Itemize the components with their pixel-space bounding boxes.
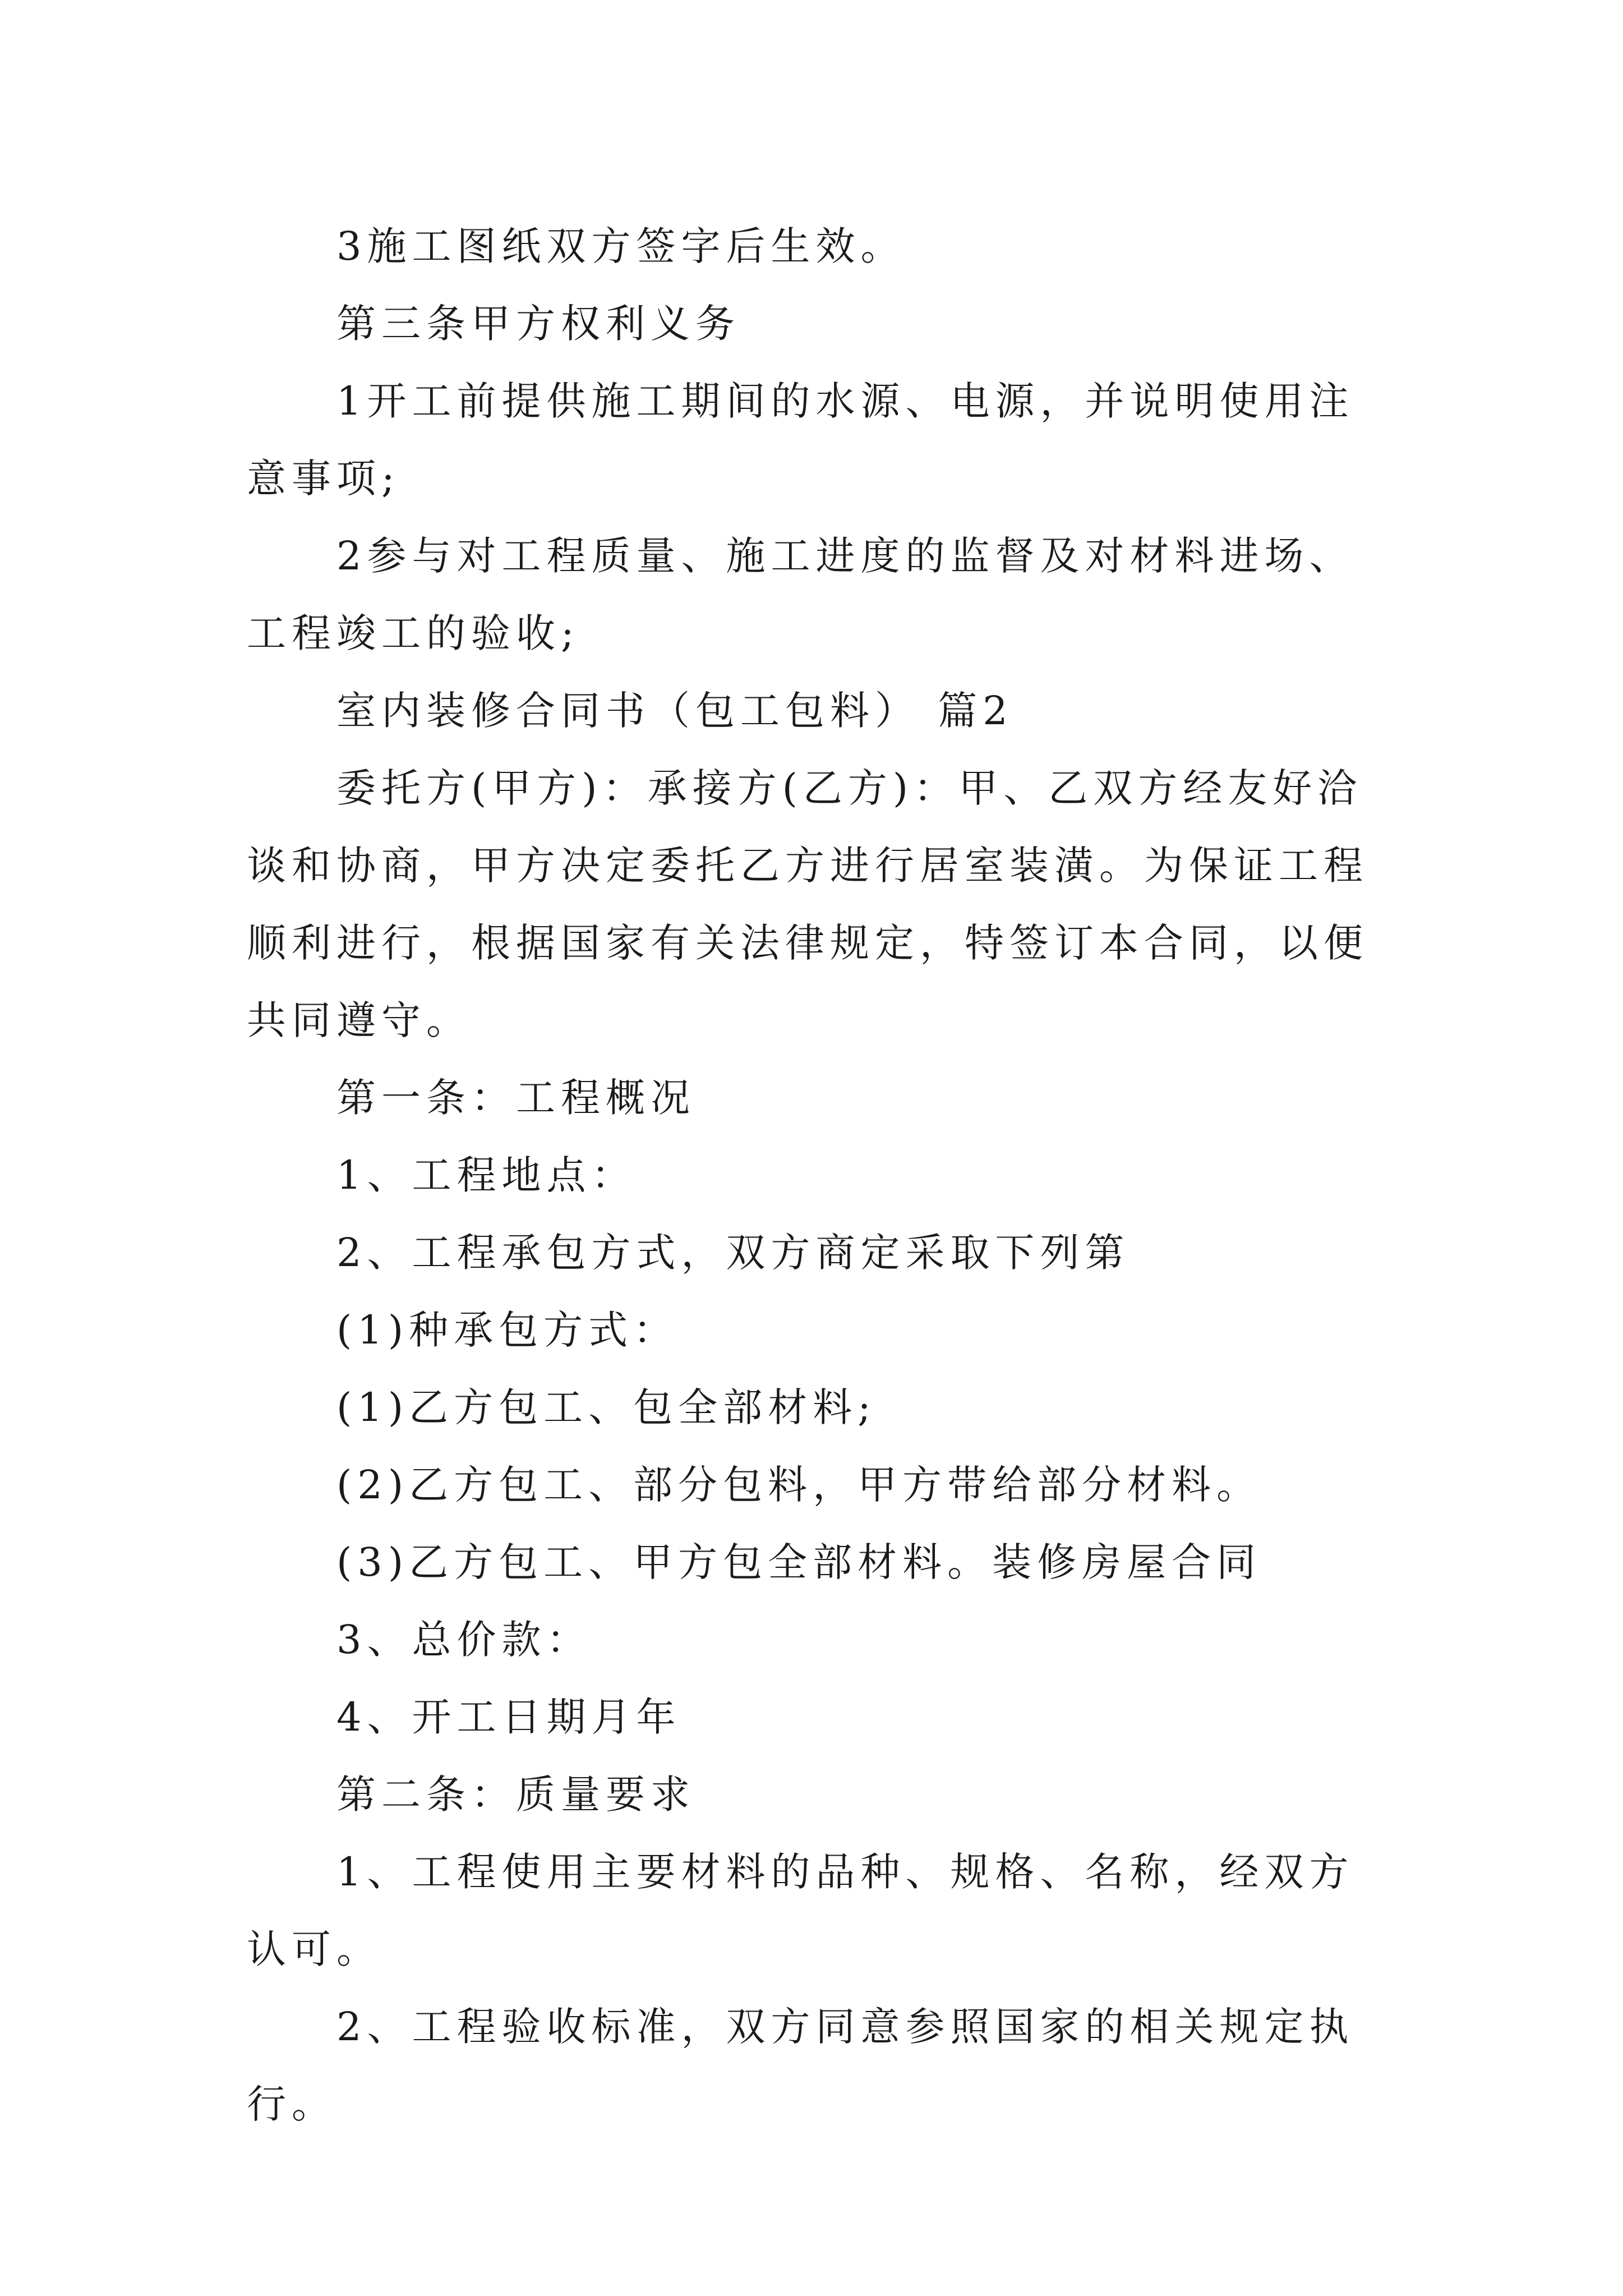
paragraph-8: 1、工程地点： (336, 1152, 637, 1198)
paragraph-14: 3、总价款： (336, 1617, 592, 1663)
paragraph-15: 4、开工日期月年 (336, 1694, 681, 1740)
paragraph-3: 1开工前提供施工期间的水源、电源，并说明使用注意事项; (247, 378, 1354, 501)
paragraph-10: (1)种承包方式： (336, 1307, 679, 1353)
paragraph-18: 2、工程验收标准，双方同意参照国家的相关规定执行。 (247, 2004, 1354, 2127)
section-heading-article-1: 第一条：工程概况 (336, 1075, 695, 1121)
document-body (247, 208, 1385, 2143)
contract-title: 室内装修合同书（包工包料） 篇2 (336, 688, 1013, 734)
paragraph-9: 2、工程承包方式，双方商定采取下列第 (336, 1230, 1130, 1276)
section-heading-article-2: 第二条：质量要求 (336, 1772, 695, 1818)
paragraph-13: (3)乙方包工、甲方包全部材料。装修房屋合同 (336, 1539, 1262, 1585)
paragraph-17: 1、工程使用主要材料的品种、规格、名称，经双方认可。 (247, 1849, 1354, 1972)
section-heading-article-3: 第三条甲方权利义务 (336, 301, 740, 347)
paragraph-1: 3施工图纸双方签字后生效。 (336, 223, 906, 269)
paragraph-12: (2)乙方包工、部分包料，甲方带给部分材料。 (336, 1462, 1262, 1508)
paragraph-6: 委托方(甲方)：承接方(乙方)：甲、乙双方经友好洽谈和协商，甲方决定委托乙方进行居室装潢。为保证工程顺利进行，根据国家有关法律规定，特签订本合同，以便共同遵守。 (247, 765, 1368, 1043)
paragraph-4: 2参与对工程质量、施工进度的监督及对材料进场、工程竣工的验收; (247, 533, 1354, 656)
paragraph-11: (1)乙方包工、包全部材料; (336, 1384, 877, 1430)
